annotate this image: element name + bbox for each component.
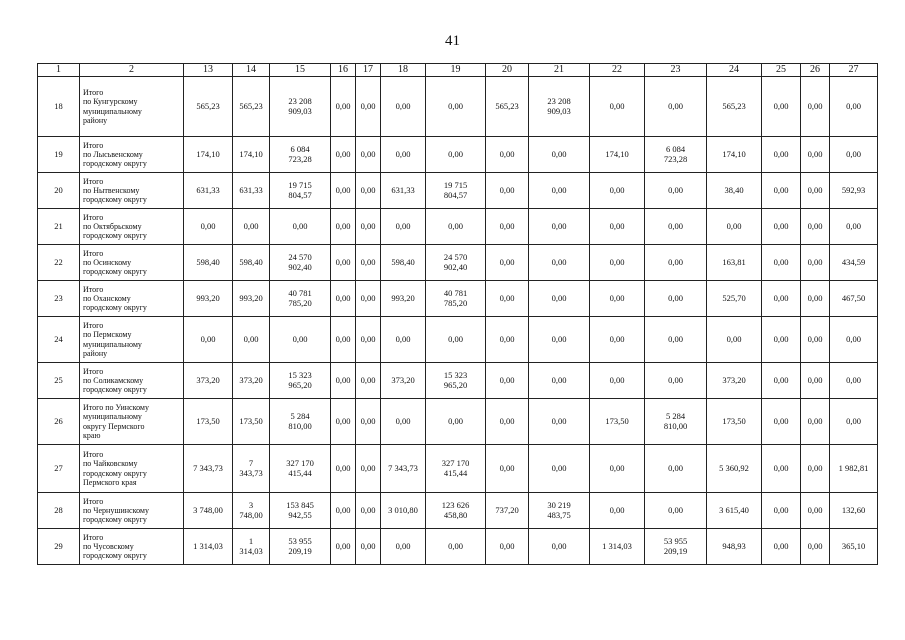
table-cell: 0,00 [270, 317, 331, 363]
table-cell: 0,00 [426, 209, 486, 245]
table-cell: 373,20 [184, 363, 233, 399]
table-cell: 0,00 [590, 363, 645, 399]
table-row [38, 363, 878, 399]
table-cell: 948,93 [707, 529, 762, 565]
table-cell: 0,00 [645, 173, 707, 209]
table-cell: 1 982,81 [830, 445, 878, 493]
table-cell: 0,00 [801, 137, 830, 173]
table-cell: 737,20 [486, 493, 529, 529]
table-cell: 0,00 [529, 173, 590, 209]
header-row [38, 64, 878, 77]
table-cell: 53 955 209,19 [645, 529, 707, 565]
table-row [38, 445, 878, 493]
table-cell: 0,00 [801, 209, 830, 245]
table-cell: 0,00 [356, 445, 381, 493]
row-name-cell: Итого по Чайковскому городскому округу Пермского края [80, 445, 184, 493]
table-cell: 0,00 [762, 529, 801, 565]
table-cell: 0,00 [801, 529, 830, 565]
table-cell: 0,00 [590, 493, 645, 529]
column-header: 18 [381, 64, 426, 77]
table-cell: 174,10 [233, 137, 270, 173]
table-cell: 0,00 [645, 245, 707, 281]
row-number-cell: 22 [38, 245, 80, 281]
table-cell: 0,00 [590, 173, 645, 209]
table-cell: 0,00 [331, 399, 356, 445]
table-cell: 598,40 [381, 245, 426, 281]
table-cell: 0,00 [590, 245, 645, 281]
table-cell: 0,00 [233, 317, 270, 363]
table-cell: 40 781 785,20 [270, 281, 331, 317]
table-cell: 0,00 [184, 209, 233, 245]
table-cell: 0,00 [529, 209, 590, 245]
table-cell: 1 314,03 [184, 529, 233, 565]
table-cell: 0,00 [356, 317, 381, 363]
table-cell: 153 845 942,55 [270, 493, 331, 529]
table-cell: 0,00 [529, 137, 590, 173]
column-header: 26 [801, 64, 830, 77]
row-number-cell: 27 [38, 445, 80, 493]
column-header: 27 [830, 64, 878, 77]
row-number-cell: 19 [38, 137, 80, 173]
table-cell: 0,00 [762, 493, 801, 529]
table-cell: 40 781 785,20 [426, 281, 486, 317]
row-name-cell: Итого по Уинскому муниципальному округу Пермского краю [80, 399, 184, 445]
table-cell: 0,00 [830, 399, 878, 445]
table-cell: 373,20 [233, 363, 270, 399]
table-cell: 373,20 [707, 363, 762, 399]
table-cell: 0,00 [356, 529, 381, 565]
table-cell: 0,00 [762, 317, 801, 363]
table-cell: 15 323 965,20 [426, 363, 486, 399]
table-row [38, 245, 878, 281]
row-name-cell: Итого по Чернушинскому городскому округу [80, 493, 184, 529]
table-row [38, 399, 878, 445]
table-cell: 0,00 [645, 493, 707, 529]
table-cell: 123 626 458,80 [426, 493, 486, 529]
table-cell: 7 343,73 [381, 445, 426, 493]
column-header: 19 [426, 64, 486, 77]
table-body [38, 77, 878, 565]
table-cell: 0,00 [486, 137, 529, 173]
table-cell: 0,00 [529, 363, 590, 399]
table-cell: 0,00 [356, 209, 381, 245]
table-cell: 173,50 [184, 399, 233, 445]
table-cell: 174,10 [590, 137, 645, 173]
table-cell: 0,00 [356, 137, 381, 173]
table-cell: 631,33 [233, 173, 270, 209]
table-cell: 0,00 [590, 281, 645, 317]
table-cell: 0,00 [645, 445, 707, 493]
column-header: 15 [270, 64, 331, 77]
table-cell: 0,00 [356, 399, 381, 445]
table-cell: 0,00 [590, 317, 645, 363]
table-cell: 0,00 [830, 317, 878, 363]
table-cell: 0,00 [762, 445, 801, 493]
table-cell: 0,00 [331, 363, 356, 399]
table-cell: 174,10 [184, 137, 233, 173]
table-cell: 631,33 [184, 173, 233, 209]
table-cell: 3 010,80 [381, 493, 426, 529]
row-name-cell: Итого по Осинскому городскому округу [80, 245, 184, 281]
table-cell: 6 084 723,28 [270, 137, 331, 173]
table-cell: 0,00 [356, 245, 381, 281]
table-cell: 0,00 [331, 529, 356, 565]
table-cell: 0,00 [331, 281, 356, 317]
table-cell: 23 208 909,03 [270, 77, 331, 137]
table-cell: 365,10 [830, 529, 878, 565]
table-cell: 0,00 [486, 173, 529, 209]
row-name-cell: Итого по Чусовскому городскому округу [80, 529, 184, 565]
table-cell: 0,00 [486, 209, 529, 245]
column-header: 25 [762, 64, 801, 77]
table-cell: 3 748,00 [184, 493, 233, 529]
column-header: 24 [707, 64, 762, 77]
table-cell: 0,00 [801, 77, 830, 137]
column-header: 22 [590, 64, 645, 77]
table-cell: 0,00 [184, 317, 233, 363]
table-cell: 0,00 [381, 529, 426, 565]
table-cell: 0,00 [426, 529, 486, 565]
table-cell: 565,23 [233, 77, 270, 137]
table-row [38, 493, 878, 529]
table-cell: 0,00 [356, 493, 381, 529]
table-cell: 7 343,73 [233, 445, 270, 493]
table-cell: 0,00 [486, 529, 529, 565]
table-cell: 993,20 [184, 281, 233, 317]
table-cell: 0,00 [529, 529, 590, 565]
column-header: 16 [331, 64, 356, 77]
table-cell: 0,00 [331, 209, 356, 245]
table-cell: 0,00 [590, 445, 645, 493]
row-number-cell: 25 [38, 363, 80, 399]
table-cell: 0,00 [645, 281, 707, 317]
column-header: 1 [38, 64, 80, 77]
table-cell: 0,00 [356, 363, 381, 399]
table-cell: 5 360,92 [707, 445, 762, 493]
table-cell: 0,00 [486, 281, 529, 317]
table-cell: 24 570 902,40 [426, 245, 486, 281]
table-row [38, 173, 878, 209]
table-cell: 0,00 [830, 77, 878, 137]
table-cell: 174,10 [707, 137, 762, 173]
table-row [38, 529, 878, 565]
table-cell: 1 314,03 [233, 529, 270, 565]
table-cell: 0,00 [486, 317, 529, 363]
column-header: 13 [184, 64, 233, 77]
table-cell: 0,00 [486, 363, 529, 399]
column-header: 14 [233, 64, 270, 77]
table-cell: 0,00 [830, 137, 878, 173]
table-cell: 0,00 [801, 245, 830, 281]
table-cell: 0,00 [762, 77, 801, 137]
table-cell: 0,00 [801, 173, 830, 209]
table-cell: 1 314,03 [590, 529, 645, 565]
table-cell: 0,00 [529, 281, 590, 317]
table-row [38, 209, 878, 245]
table-cell: 0,00 [331, 77, 356, 137]
table-cell: 0,00 [762, 399, 801, 445]
table-cell: 23 208 909,03 [529, 77, 590, 137]
table-row [38, 317, 878, 363]
table-cell: 173,50 [590, 399, 645, 445]
table-cell: 0,00 [331, 445, 356, 493]
table-cell: 0,00 [645, 363, 707, 399]
table-cell: 631,33 [381, 173, 426, 209]
table-cell: 0,00 [331, 317, 356, 363]
table-cell: 0,00 [762, 245, 801, 281]
row-name-cell: Итого по Оханскому городскому округу [80, 281, 184, 317]
table-cell: 0,00 [801, 317, 830, 363]
table-cell: 0,00 [801, 399, 830, 445]
table-cell: 0,00 [270, 209, 331, 245]
table-cell: 0,00 [381, 209, 426, 245]
table-cell: 0,00 [707, 317, 762, 363]
table-cell: 0,00 [331, 493, 356, 529]
table-cell: 0,00 [801, 281, 830, 317]
table-cell: 0,00 [331, 137, 356, 173]
column-header: 20 [486, 64, 529, 77]
table-cell: 993,20 [381, 281, 426, 317]
table-cell: 0,00 [529, 399, 590, 445]
table-cell: 0,00 [801, 493, 830, 529]
table-cell: 467,50 [830, 281, 878, 317]
table-cell: 0,00 [529, 445, 590, 493]
table-cell: 0,00 [645, 77, 707, 137]
row-number-cell: 23 [38, 281, 80, 317]
table-cell: 6 084 723,28 [645, 137, 707, 173]
table-cell: 173,50 [707, 399, 762, 445]
data-table [37, 63, 878, 565]
table-cell: 0,00 [331, 245, 356, 281]
row-number-cell: 24 [38, 317, 80, 363]
table-cell: 3 615,40 [707, 493, 762, 529]
table-row [38, 281, 878, 317]
table-cell: 434,59 [830, 245, 878, 281]
table-cell: 0,00 [233, 209, 270, 245]
row-name-cell: Итого по Нытвенскому городскому округу [80, 173, 184, 209]
table-cell: 0,00 [830, 363, 878, 399]
table-cell: 7 343,73 [184, 445, 233, 493]
row-number-cell: 20 [38, 173, 80, 209]
column-header: 2 [80, 64, 184, 77]
table-cell: 0,00 [426, 77, 486, 137]
table-cell: 19 715 804,57 [426, 173, 486, 209]
table-cell: 0,00 [331, 173, 356, 209]
table-cell: 327 170 415,44 [270, 445, 331, 493]
table-cell: 993,20 [233, 281, 270, 317]
table-cell: 5 284 810,00 [270, 399, 331, 445]
table-cell: 0,00 [426, 399, 486, 445]
table-cell: 0,00 [707, 209, 762, 245]
table-cell: 15 323 965,20 [270, 363, 331, 399]
table-cell: 132,60 [830, 493, 878, 529]
table-cell: 0,00 [486, 245, 529, 281]
table-cell: 0,00 [486, 399, 529, 445]
column-header: 17 [356, 64, 381, 77]
row-name-cell: Итого по Кунгурскому муниципальному району [80, 77, 184, 137]
row-number-cell: 21 [38, 209, 80, 245]
table-row [38, 77, 878, 137]
table-cell: 0,00 [762, 209, 801, 245]
table-cell: 0,00 [762, 137, 801, 173]
table-cell: 0,00 [356, 173, 381, 209]
table-cell: 0,00 [426, 317, 486, 363]
table-cell: 0,00 [529, 245, 590, 281]
table-cell: 525,70 [707, 281, 762, 317]
table-cell: 0,00 [356, 281, 381, 317]
table-cell: 0,00 [381, 317, 426, 363]
table-cell: 0,00 [762, 363, 801, 399]
table-cell: 163,81 [707, 245, 762, 281]
table-cell: 0,00 [356, 77, 381, 137]
table-cell: 19 715 804,57 [270, 173, 331, 209]
table-cell: 565,23 [184, 77, 233, 137]
table-cell: 0,00 [830, 209, 878, 245]
table-cell: 0,00 [426, 137, 486, 173]
table-cell: 0,00 [762, 173, 801, 209]
table-cell: 0,00 [645, 317, 707, 363]
table-cell: 38,40 [707, 173, 762, 209]
table-cell: 0,00 [645, 209, 707, 245]
table-cell: 0,00 [801, 363, 830, 399]
table-cell: 592,93 [830, 173, 878, 209]
row-number-cell: 29 [38, 529, 80, 565]
column-header: 23 [645, 64, 707, 77]
page-number: 41 [445, 33, 460, 49]
table-cell: 598,40 [233, 245, 270, 281]
table-cell: 373,20 [381, 363, 426, 399]
row-name-cell: Итого по Соликамскому городскому округу [80, 363, 184, 399]
table-cell: 0,00 [486, 445, 529, 493]
table-cell: 30 219 483,75 [529, 493, 590, 529]
table-cell: 565,23 [707, 77, 762, 137]
row-name-cell: Итого по Лысьвенскому городскому округу [80, 137, 184, 173]
row-number-cell: 26 [38, 399, 80, 445]
table-cell: 173,50 [233, 399, 270, 445]
table-cell: 24 570 902,40 [270, 245, 331, 281]
table-cell: 0,00 [381, 137, 426, 173]
row-number-cell: 28 [38, 493, 80, 529]
table-row [38, 137, 878, 173]
table-cell: 0,00 [381, 399, 426, 445]
table-cell: 565,23 [486, 77, 529, 137]
row-name-cell: Итого по Октябрьскому городскому округу [80, 209, 184, 245]
row-number-cell: 18 [38, 77, 80, 137]
table-cell: 598,40 [184, 245, 233, 281]
table-cell: 0,00 [801, 445, 830, 493]
table-cell: 3 748,00 [233, 493, 270, 529]
table-cell: 0,00 [381, 77, 426, 137]
column-header: 21 [529, 64, 590, 77]
table-cell: 53 955 209,19 [270, 529, 331, 565]
table-cell: 327 170 415,44 [426, 445, 486, 493]
table-cell: 0,00 [590, 77, 645, 137]
row-name-cell: Итого по Пермскому муниципальному району [80, 317, 184, 363]
table-cell: 0,00 [529, 317, 590, 363]
table-cell: 0,00 [762, 281, 801, 317]
table-cell: 5 284 810,00 [645, 399, 707, 445]
table-cell: 0,00 [590, 209, 645, 245]
